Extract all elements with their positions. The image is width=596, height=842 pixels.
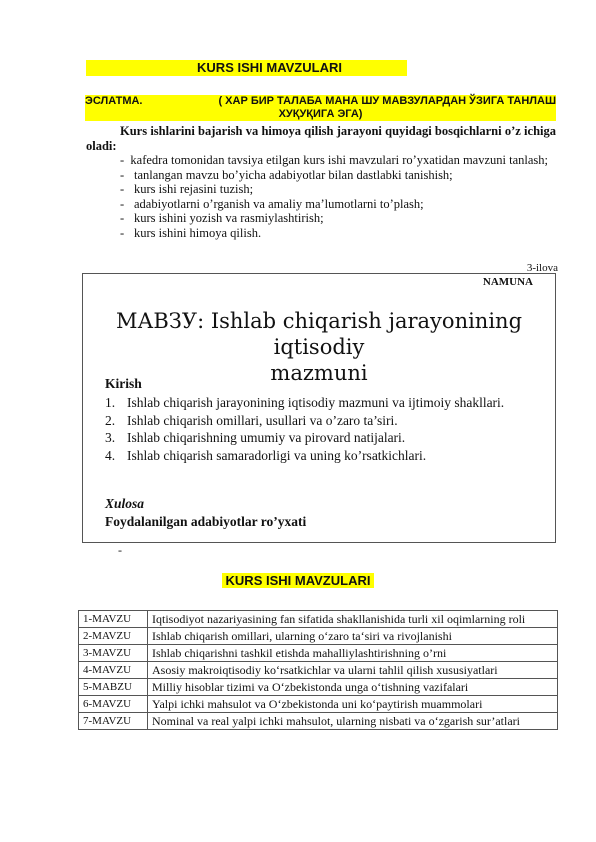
list-item: - tanlangan mavzu bo’yicha adabiyotlar bilan dastlabki tanishish;	[120, 168, 556, 183]
list-item: - kurs ishini yozish va rasmiylashtirish;	[120, 211, 556, 226]
header-title: KURS ISHI MAVZULARI	[86, 60, 407, 76]
list-item: - kurs ishini himoya qilish.	[120, 226, 556, 241]
list-item: 3. Ishlab chiqarishning umumiy va pirovard natijalari.	[105, 430, 406, 445]
note-text-line2: ХУҚУҚИГА ЭГА)	[278, 108, 363, 120]
intro-paragraph: Kurs ishlarini bajarish va himoya qilish jarayoni quyidagi bosqichlarni o’z ichiga oladi:	[86, 124, 556, 153]
note-text-line1: ( ХАР БИР ТАЛАБА МАНА ШУ МАВЗУЛАРДАН ЎЗИГА ТАНЛАШ	[218, 95, 556, 107]
table-row: 7-MAVZU Nominal va real yalpi ichki mahsulot, ularning nisbati va o‘zgarish sur’atlari	[79, 713, 558, 730]
namuna-label: NAMUNA	[482, 276, 533, 288]
table-row: 4-MAVZU Asosiy makroiqtisodiy ko‘rsatkichlar va ularni tahlil qilish xususiyatlari	[79, 662, 558, 679]
intro-first-item: - kafedra tomonidan tavsiya etilgan kurs ishi mavzulari ro’yxatidan mavzuni tanlash;	[120, 153, 549, 167]
sample-topic-title: МАВЗУ: Ishlab chiqarish jarayonining iqtisodiy mazmuni	[115, 309, 523, 385]
sample-box	[82, 273, 556, 543]
intro-list	[86, 168, 556, 241]
dash-marker: -	[118, 543, 122, 557]
intro-block	[86, 124, 556, 240]
table-row: 1-MAVZU Iqtisodiyot nazariyasining fan sifatida shakllanishida turli xil oqimlarning roli	[79, 611, 558, 628]
xulosa-heading: Xulosa	[105, 496, 145, 511]
list-item: - adabiyotlarni o’rganish va amaliy ma’lumotlarni to’plash;	[120, 197, 556, 212]
list-item: 2. Ishlab chiqarish omillari, usullari va o’zaro ta’siri.	[105, 412, 398, 428]
topics-table	[78, 610, 558, 730]
note-label: ЭСЛАТМА.	[85, 95, 143, 107]
table-row: 2-MAVZU Ishlab chiqarish omillari, ularning o‘zaro ta‘siri va rivojlanishi	[79, 628, 558, 645]
table-row: 5-MABZU Milliy hisoblar tizimi va O‘zbekistonda unga o‘tishning vazifalari	[79, 679, 558, 696]
sample-outline	[105, 394, 559, 464]
list-item: 4. Ishlab chiqarish samaradorligi va uning ko’rsatkichlari.	[105, 447, 427, 463]
topics-title: KURS ISHI MAVZULARI	[0, 573, 596, 588]
references-heading: Foydalanilgan adabiyotlar ro’yxati	[105, 514, 307, 529]
list-item: - kurs ishi rejasini tuzish;	[120, 182, 556, 197]
ilova-label: 3-ilova	[526, 262, 558, 274]
kirish-heading: Kirish	[105, 376, 142, 391]
table-row: 6-MAVZU Yalpi ichki mahsulot va O‘zbekistonda uni ko‘paytirish muammolari	[79, 696, 558, 713]
table-row: 3-MAVZU Ishlab chiqarishni tashkil etishda mahalliylashtirishning o’rni	[79, 645, 558, 662]
list-item: 1. Ishlab chiqarish jarayonining iqtisodiy mazmuni va ijtimoiy shakllari.	[105, 395, 505, 410]
note-block	[85, 95, 556, 121]
